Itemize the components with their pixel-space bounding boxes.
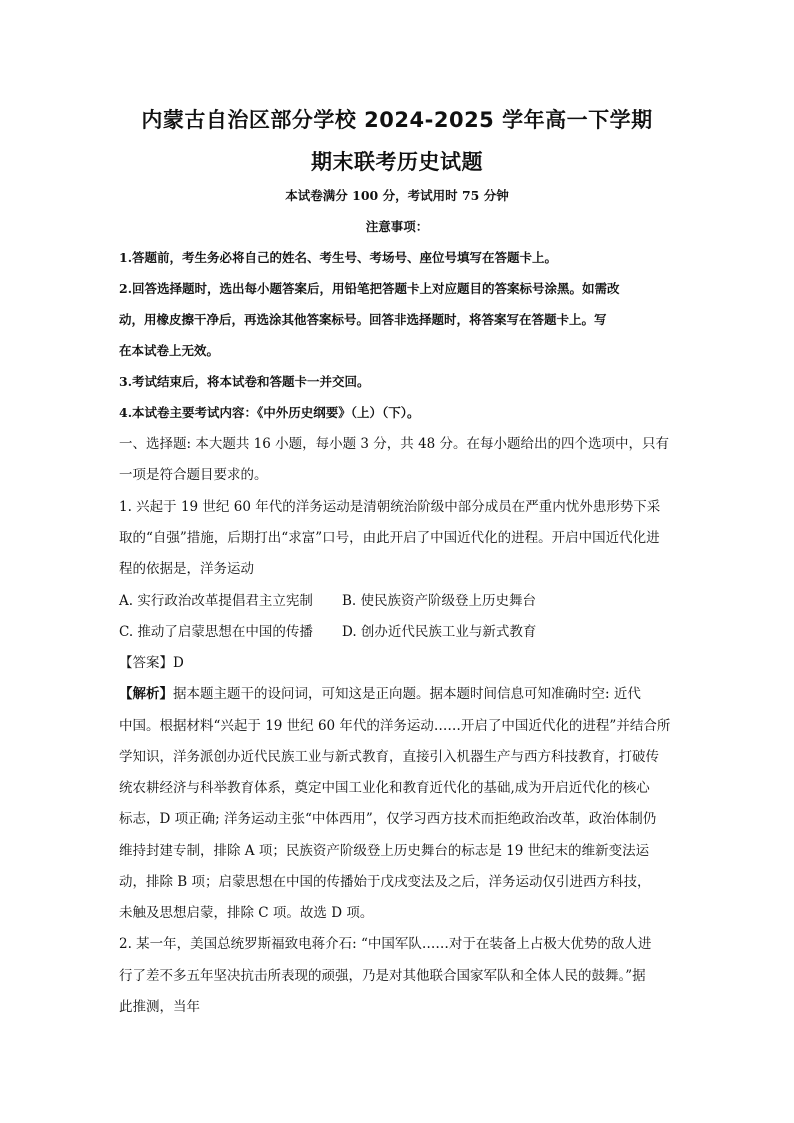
instruction-2-end: 在本试卷上无效。 — [119, 343, 220, 358]
q1-stem-line2: 取的“自强”措施，后期打出“求富”口号，由此开启了中国近代化的进程。开启中国近代化进 — [119, 530, 660, 546]
instruction-4: 4.本试卷主要考试内容：《中外历史纲要》（上）（下）。 — [119, 405, 420, 420]
q1-analysis-line4: 统农耕经济与科举教育体系，奠定中国工业化和教育近代化的基础,成为开启近代化的核心 — [119, 780, 650, 796]
section-intro: 一、选择题: 本大题共 16 小题，每小题 3 分，共 48 分。在每小题给出的四个选项中，只有 — [119, 436, 670, 452]
exam-subtitle: 本试卷满分 100 分，考试用时 75 分钟 — [285, 188, 509, 203]
q1-analysis-line8: 未触及思想启蒙，排除 C 项。故选 D 项。 — [119, 905, 374, 921]
instruction-2: 2.回答选择题时，选出每小题答案后，用铅笔把答题卡上对应题目的答案标号涂黑。如需改 — [119, 281, 620, 296]
q2-stem-line1: 2. 某一年，美国总统罗斯福致电蒋介石: “中国军队……对于在装备上占极大优势的敌人进 — [119, 936, 652, 952]
exam-title-line2: 期末联考历史试题 — [311, 150, 483, 174]
q1-answer: 【答案】D — [119, 655, 184, 671]
q2-stem-line2: 行了差不多五年坚决抗击所表现的顽强，乃是对其他联合国家军队和全体人民的鼓舞。”据 — [119, 968, 646, 984]
q1-option-b: B. 使民族资产阶级登上历史舞台 — [342, 593, 537, 609]
exam-title-line1: 内蒙古自治区部分学校 2024-2025 学年高一下学期 — [141, 108, 653, 132]
q1-analysis-line6: 维持封建专制，排除 A 项；民族资产阶级登上历史舞台的标志是 19 世纪末的维新变法运 — [119, 843, 650, 859]
q1-analysis-line3: 学知识，洋务派创办近代民族工业与新式教育，直接引入机器生产与西方科技教育，打破传 — [119, 749, 659, 765]
notice-heading: 注意事项： — [365, 219, 429, 234]
instruction-1: 1.答题前，考生务必将自己的姓名、考生号、考场号、座位号填写在答题卡上。 — [119, 250, 558, 265]
section-intro-cont: 一项是符合题目要求的。 — [119, 467, 268, 483]
q1-analysis-line1 — [119, 684, 679, 704]
q1-option-d: D. 创办近代民族工业与新式教育 — [342, 624, 537, 640]
q1-analysis-line2: 中国。根据材料“兴起于 19 世纪 60 年代的洋务运动……开启了中国近代化的进程”并结合所 — [119, 718, 671, 734]
analysis-text: 据本题主题干的设问词，可知这是正向题。据本题时间信息可知准确时空: 近代 — [173, 686, 641, 702]
q1-option-a: A. 实行政治改革提倡君主立宪制 — [119, 593, 313, 609]
analysis-label: 【解析】 — [119, 686, 173, 702]
q1-analysis-line7: 动，排除 B 项；启蒙思想在中国的传播始于戊戌变法及之后，洋务运动仅引进西方科技， — [119, 874, 651, 890]
q2-stem-line3: 此推测，当年 — [119, 999, 200, 1015]
instruction-2-cont: 动，用橡皮擦干净后，再选涂其他答案标号。回答非选择题时，将答案写在答题卡上。写 — [119, 312, 607, 327]
q1-stem-line3: 程的依据是，洋务运动 — [119, 561, 254, 577]
instruction-3: 3.考试结束后，将本试卷和答题卡一并交回。 — [119, 374, 370, 389]
q1-analysis-line5: 标志，D 项正确; 洋务运动主张“中体西用”，仅学习西方技术而拒绝政治改革，政治体制仍 — [119, 811, 657, 827]
q1-stem-line1: 1. 兴起于 19 世纪 60 年代的洋务运动是清朝统治阶级中部分成员在严重内忧外患形势下采 — [119, 499, 661, 515]
q1-option-c: C. 推动了启蒙思想在中国的传播 — [119, 624, 313, 640]
